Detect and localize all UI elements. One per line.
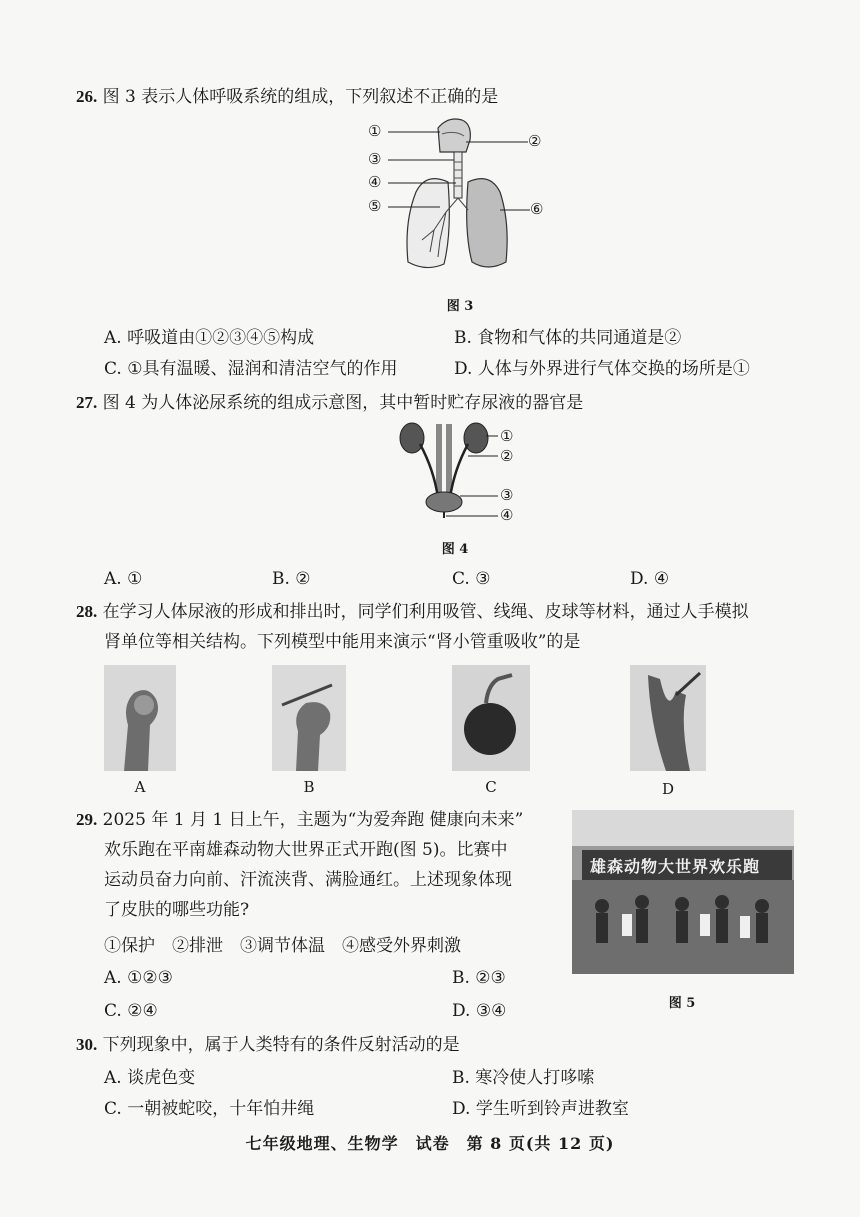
figure4-caption: 图 4 bbox=[441, 542, 469, 557]
question-27 bbox=[76, 388, 806, 418]
question-stem-line3: 运动员奋力向前、汗流浃背、满脸通红。上述现象体现 bbox=[104, 870, 512, 890]
figure4-label-1: ① bbox=[500, 427, 514, 445]
q26-option-b: B. 食物和气体的共同通道是② bbox=[454, 328, 682, 348]
q27-option-c: C. ③ bbox=[452, 569, 491, 589]
figure3-label-1: ① bbox=[368, 122, 382, 140]
question-stem-line2: 肾单位等相关结构。下列模型中能用来演示“肾小管重吸收”的是 bbox=[104, 632, 581, 652]
q29-option-b: B. ②③ bbox=[452, 968, 506, 988]
q27-option-d: D. ④ bbox=[630, 569, 670, 589]
figure3-label-5: ⑤ bbox=[368, 197, 382, 215]
figure3-label-2: ② bbox=[528, 132, 542, 150]
figure4-label-2: ② bbox=[500, 447, 514, 465]
question-number: 30. bbox=[76, 1035, 98, 1054]
figure3-label-6: ⑥ bbox=[530, 200, 544, 218]
photo-label-d: D bbox=[661, 780, 675, 798]
question-number: 28. bbox=[76, 602, 98, 621]
q30-option-b: B. 寒冷使人打哆嗦 bbox=[452, 1068, 595, 1088]
fun-run-photo bbox=[572, 810, 794, 974]
question-30 bbox=[76, 1030, 806, 1060]
q29-option-c: C. ②④ bbox=[104, 1001, 158, 1021]
model-photo-c bbox=[452, 665, 530, 771]
q27-option-a: A. ① bbox=[104, 569, 143, 589]
photo-label-b: B bbox=[303, 778, 315, 796]
q26-option-a: A. 呼吸道由①②③④⑤构成 bbox=[104, 328, 315, 348]
question-stem-line1: 2025 年 1 月 1 日上午，主题为“为爱奔跑 健康向未来” bbox=[102, 810, 524, 830]
question-number: 27. bbox=[76, 393, 98, 412]
figure5-caption: 图 5 bbox=[668, 996, 696, 1011]
question-stem: 下列现象中，属于人类特有的条件反射活动的是 bbox=[102, 1035, 460, 1055]
question-stem-line1: 在学习人体尿液的形成和排出时，同学们利用吸管、线绳、皮球等材料，通过人手模拟 bbox=[102, 602, 749, 622]
model-photo-d bbox=[630, 665, 706, 771]
q29-option-d: D. ③④ bbox=[452, 1001, 507, 1021]
q26-option-c: C. ①具有温暖、湿润和清洁空气的作用 bbox=[104, 359, 398, 379]
question-28 bbox=[76, 597, 806, 657]
q29-option-a: A. ①②③ bbox=[104, 968, 173, 988]
photo-label-a: A bbox=[134, 778, 146, 796]
page-footer: 七年级地理、生物学 试卷 第 8 页(共 12 页) bbox=[245, 1134, 615, 1153]
question-number: 26. bbox=[76, 87, 98, 106]
q27-option-b: B. ② bbox=[272, 569, 311, 589]
question-number: 29. bbox=[76, 810, 98, 829]
model-photo-a bbox=[104, 665, 176, 771]
question-stem-line4: 了皮肤的哪些功能? bbox=[104, 900, 250, 920]
question-stem-line2: 欢乐跑在平南雄森动物大世界正式开跑(图 5)。比赛中 bbox=[104, 840, 508, 860]
figure3-label-3: ③ bbox=[368, 150, 382, 168]
question-stem: 图 3 表示人体呼吸系统的组成，下列叙述不正确的是 bbox=[102, 87, 499, 107]
photo-label-c: C bbox=[485, 778, 497, 796]
question-stem: 图 4 为人体泌尿系统的组成示意图，其中暂时贮存尿液的器官是 bbox=[102, 393, 584, 413]
figure3-label-4: ④ bbox=[368, 173, 382, 191]
model-photo-b bbox=[272, 665, 346, 771]
urinary-system-figure bbox=[390, 420, 510, 520]
figure4-label-3: ③ bbox=[500, 486, 514, 504]
figure3-caption: 图 3 bbox=[446, 299, 474, 314]
q30-option-c: C. 一朝被蛇咬，十年怕井绳 bbox=[104, 1099, 315, 1119]
q29-choices: ①保护 ②排泄 ③调节体温 ④感受外界刺激 bbox=[104, 936, 461, 956]
fun-run-banner-text: 雄森动物大世界欢乐跑 bbox=[590, 857, 761, 876]
question-26 bbox=[76, 82, 806, 112]
question-29 bbox=[76, 805, 556, 925]
q26-option-d: D. 人体与外界进行气体交换的场所是① bbox=[454, 359, 750, 379]
figure4-label-4: ④ bbox=[500, 506, 514, 524]
q30-option-a: A. 谈虎色变 bbox=[104, 1068, 196, 1088]
q30-option-d: D. 学生听到铃声进教室 bbox=[452, 1099, 629, 1119]
